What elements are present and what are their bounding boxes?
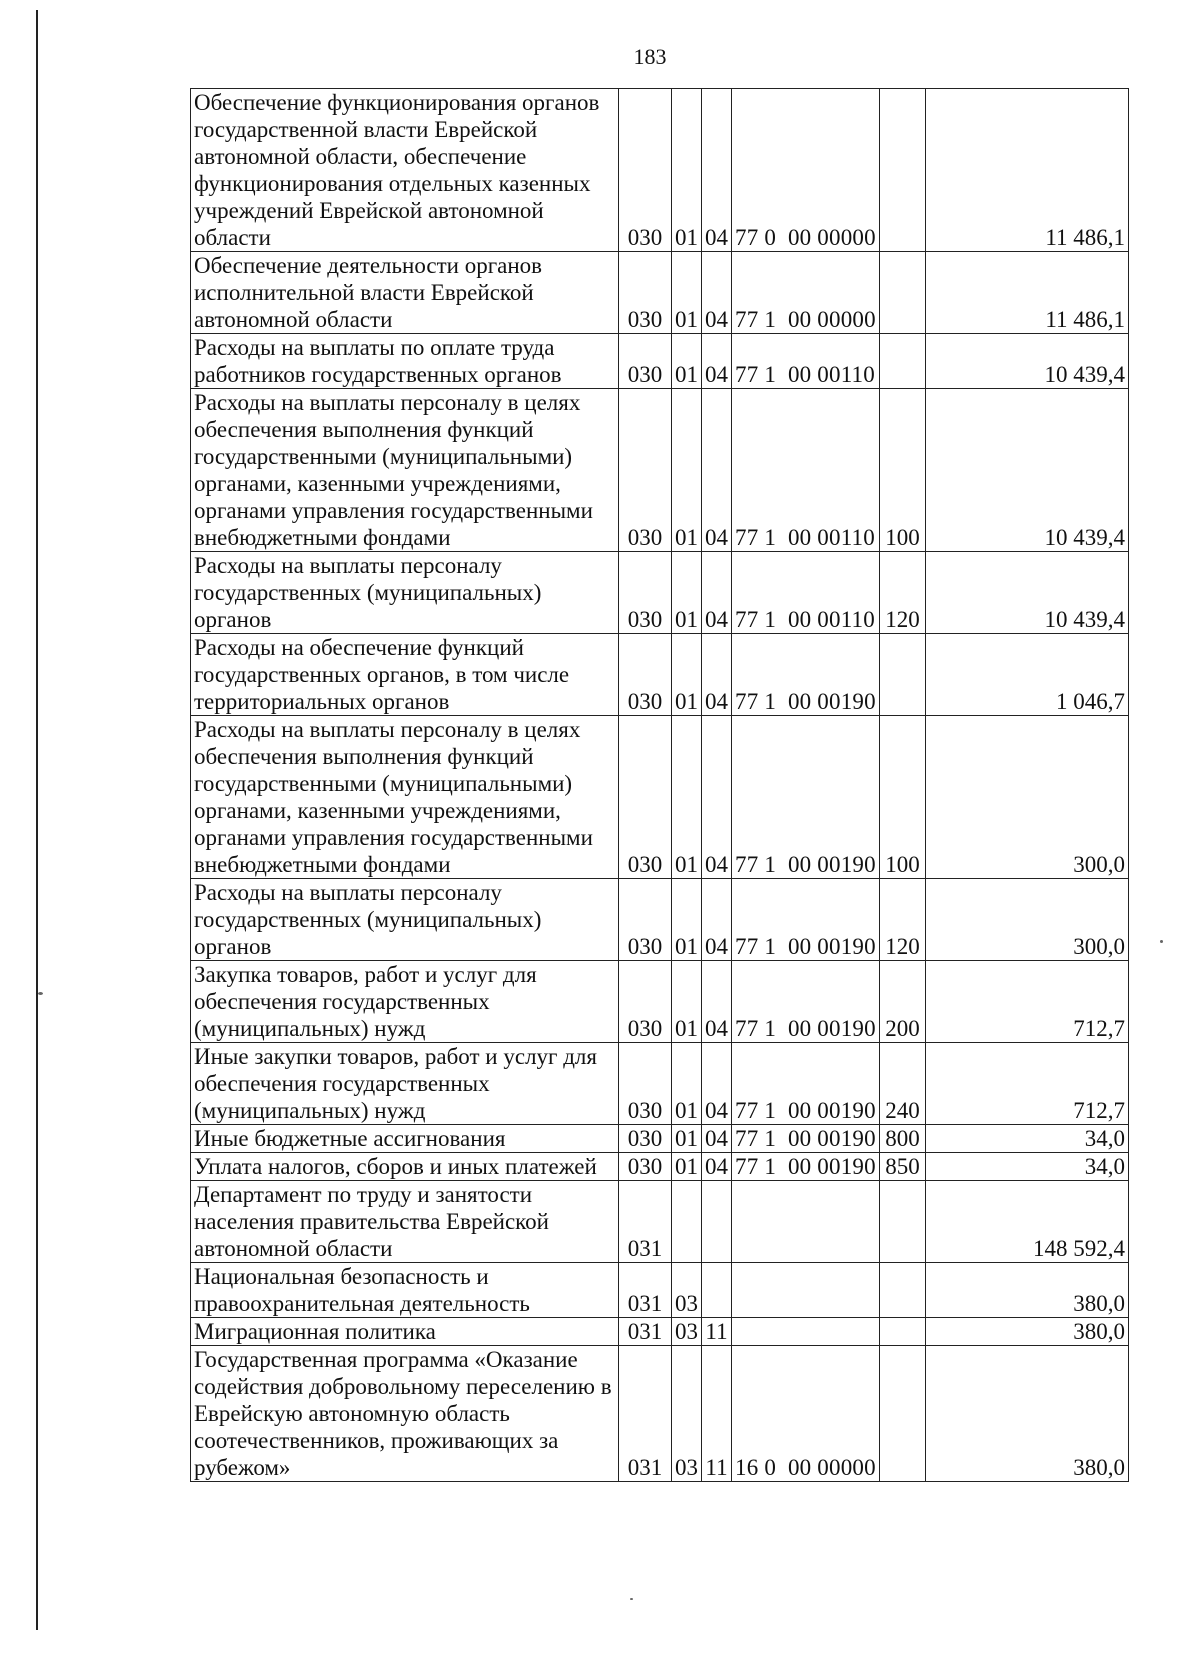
row-sum-cell: 34,0 — [926, 1125, 1129, 1153]
row-csr-code-cell: 77 1 00 00190 — [732, 634, 880, 716]
row-csr-code-cell: 77 1 00 00190 — [732, 1125, 880, 1153]
scan-speck — [630, 1598, 633, 1600]
table-row — [191, 1318, 1129, 1346]
row-pr-code-cell: 11 — [702, 1318, 732, 1346]
row-rz-code-cell: 01 — [672, 1153, 702, 1181]
row-sum-cell: 380,0 — [926, 1318, 1129, 1346]
row-gr-code-cell: 030 — [619, 961, 672, 1043]
row-sum-cell: 300,0 — [926, 879, 1129, 961]
row-vr-code-cell — [880, 1346, 926, 1482]
row-sum-cell: 300,0 — [926, 716, 1129, 879]
page-number: 183 — [633, 44, 667, 69]
row-pr-code-cell: 04 — [702, 389, 732, 552]
row-pr-code-cell: 04 — [702, 252, 732, 334]
row-pr-code-cell: 04 — [702, 334, 732, 389]
row-name-cell: Обеспечение деятельности органов исполнительной власти Еврейской автономной области — [191, 252, 619, 334]
row-vr-code-cell: 120 — [880, 552, 926, 634]
table-row — [191, 1181, 1129, 1263]
table-row — [191, 252, 1129, 334]
table-row — [191, 389, 1129, 552]
row-gr-code-cell: 030 — [619, 89, 672, 252]
row-pr-code-cell: 04 — [702, 634, 732, 716]
row-gr-code-cell: 030 — [619, 1125, 672, 1153]
row-pr-code-cell: 04 — [702, 716, 732, 879]
scan-speck — [1160, 940, 1163, 943]
row-pr-code-cell — [702, 1181, 732, 1263]
row-sum-cell: 11 486,1 — [926, 252, 1129, 334]
row-name-cell: Обеспечение функционирования органов государственной власти Еврейской автономной области, обеспечение функционирования отдельных казенных учреждений Еврейской автономной области — [191, 89, 619, 252]
table-row — [191, 1346, 1129, 1482]
row-gr-code-cell: 030 — [619, 1153, 672, 1181]
scan-speck — [38, 992, 43, 995]
row-vr-code-cell: 800 — [880, 1125, 926, 1153]
row-sum-cell: 34,0 — [926, 1153, 1129, 1181]
row-csr-code-cell — [732, 1263, 880, 1318]
row-sum-cell: 148 592,4 — [926, 1181, 1129, 1263]
table-row — [191, 89, 1129, 252]
table-row — [191, 1125, 1129, 1153]
row-csr-code-cell: 77 1 00 00190 — [732, 716, 880, 879]
row-vr-code-cell — [880, 89, 926, 252]
row-name-cell: Расходы на выплаты персоналу государственных (муниципальных) органов — [191, 879, 619, 961]
row-csr-code-cell: 77 1 00 00110 — [732, 552, 880, 634]
row-sum-cell: 10 439,4 — [926, 389, 1129, 552]
row-csr-code-cell: 77 1 00 00000 — [732, 252, 880, 334]
budget-table — [190, 88, 1129, 1482]
row-pr-code-cell: 04 — [702, 89, 732, 252]
scan-edge-line — [36, 10, 38, 1630]
row-sum-cell: 712,7 — [926, 1043, 1129, 1125]
row-sum-cell: 10 439,4 — [926, 552, 1129, 634]
table-row — [191, 1263, 1129, 1318]
row-pr-code-cell — [702, 1263, 732, 1318]
table-row — [191, 1153, 1129, 1181]
row-vr-code-cell — [880, 334, 926, 389]
row-rz-code-cell: 03 — [672, 1346, 702, 1482]
row-vr-code-cell: 240 — [880, 1043, 926, 1125]
row-rz-code-cell: 01 — [672, 634, 702, 716]
row-gr-code-cell: 030 — [619, 252, 672, 334]
row-sum-cell: 380,0 — [926, 1263, 1129, 1318]
row-vr-code-cell — [880, 1318, 926, 1346]
row-rz-code-cell: 01 — [672, 716, 702, 879]
row-gr-code-cell: 030 — [619, 334, 672, 389]
row-sum-cell: 10 439,4 — [926, 334, 1129, 389]
row-gr-code-cell: 030 — [619, 716, 672, 879]
row-pr-code-cell: 04 — [702, 552, 732, 634]
row-vr-code-cell: 850 — [880, 1153, 926, 1181]
row-name-cell: Расходы на выплаты персоналу в целях обеспечения выполнения функций государственными (муниципальными) органами, казенными учреждениями, органами управления государственными внебюджетными фондами — [191, 716, 619, 879]
row-gr-code-cell: 030 — [619, 879, 672, 961]
row-pr-code-cell: 04 — [702, 961, 732, 1043]
table-row — [191, 716, 1129, 879]
row-gr-code-cell: 031 — [619, 1181, 672, 1263]
row-rz-code-cell: 01 — [672, 1125, 702, 1153]
row-vr-code-cell: 100 — [880, 389, 926, 552]
row-sum-cell: 712,7 — [926, 961, 1129, 1043]
row-pr-code-cell: 04 — [702, 1043, 732, 1125]
row-name-cell: Уплата налогов, сборов и иных платежей — [191, 1153, 619, 1181]
row-rz-code-cell: 01 — [672, 89, 702, 252]
row-gr-code-cell: 031 — [619, 1263, 672, 1318]
row-pr-code-cell: 11 — [702, 1346, 732, 1482]
table-row — [191, 1043, 1129, 1125]
table-row — [191, 634, 1129, 716]
row-rz-code-cell: 01 — [672, 552, 702, 634]
row-gr-code-cell: 030 — [619, 389, 672, 552]
row-vr-code-cell — [880, 1181, 926, 1263]
row-csr-code-cell: 77 0 00 00000 — [732, 89, 880, 252]
row-name-cell: Государственная программа «Оказание содействия добровольному переселению в Еврейскую автономную область соотечественников, проживающих за рубежом» — [191, 1346, 619, 1482]
row-csr-code-cell: 77 1 00 00190 — [732, 1043, 880, 1125]
row-rz-code-cell: 01 — [672, 879, 702, 961]
row-vr-code-cell: 100 — [880, 716, 926, 879]
table-row — [191, 879, 1129, 961]
row-pr-code-cell: 04 — [702, 879, 732, 961]
table-row — [191, 961, 1129, 1043]
row-rz-code-cell: 01 — [672, 1043, 702, 1125]
row-csr-code-cell: 77 1 00 00190 — [732, 879, 880, 961]
row-rz-code-cell: 01 — [672, 252, 702, 334]
row-sum-cell: 1 046,7 — [926, 634, 1129, 716]
row-name-cell: Расходы на выплаты персоналу в целях обеспечения выполнения функций государственными (муниципальными) органами, казенными учреждениями, органами управления государственными внебюджетными фондами — [191, 389, 619, 552]
row-gr-code-cell: 030 — [619, 552, 672, 634]
row-csr-code-cell: 16 0 00 00000 — [732, 1346, 880, 1482]
row-csr-code-cell: 77 1 00 00110 — [732, 334, 880, 389]
row-csr-code-cell — [732, 1318, 880, 1346]
row-csr-code-cell — [732, 1181, 880, 1263]
row-gr-code-cell: 030 — [619, 634, 672, 716]
row-vr-code-cell — [880, 634, 926, 716]
row-gr-code-cell: 031 — [619, 1346, 672, 1482]
row-rz-code-cell: 03 — [672, 1263, 702, 1318]
table-row — [191, 552, 1129, 634]
row-rz-code-cell — [672, 1181, 702, 1263]
row-vr-code-cell — [880, 252, 926, 334]
row-csr-code-cell: 77 1 00 00110 — [732, 389, 880, 552]
row-sum-cell: 11 486,1 — [926, 89, 1129, 252]
row-name-cell: Департамент по труду и занятости населения правительства Еврейской автономной области — [191, 1181, 619, 1263]
row-name-cell: Закупка товаров, работ и услуг для обеспечения государственных (муниципальных) нужд — [191, 961, 619, 1043]
table-row — [191, 334, 1129, 389]
row-sum-cell: 380,0 — [926, 1346, 1129, 1482]
row-rz-code-cell: 01 — [672, 961, 702, 1043]
row-name-cell: Расходы на выплаты по оплате труда работников государственных органов — [191, 334, 619, 389]
row-csr-code-cell: 77 1 00 00190 — [732, 961, 880, 1043]
row-csr-code-cell: 77 1 00 00190 — [732, 1153, 880, 1181]
row-vr-code-cell: 120 — [880, 879, 926, 961]
row-gr-code-cell: 031 — [619, 1318, 672, 1346]
row-name-cell: Иные закупки товаров, работ и услуг для обеспечения государственных (муниципальных) нужд — [191, 1043, 619, 1125]
row-vr-code-cell: 200 — [880, 961, 926, 1043]
row-name-cell: Миграционная политика — [191, 1318, 619, 1346]
row-name-cell: Расходы на выплаты персоналу государственных (муниципальных) органов — [191, 552, 619, 634]
row-rz-code-cell: 03 — [672, 1318, 702, 1346]
row-pr-code-cell: 04 — [702, 1125, 732, 1153]
row-rz-code-cell: 01 — [672, 334, 702, 389]
row-name-cell: Иные бюджетные ассигнования — [191, 1125, 619, 1153]
row-name-cell: Национальная безопасность и правоохранительная деятельность — [191, 1263, 619, 1318]
row-name-cell: Расходы на обеспечение функций государственных органов, в том числе территориальных органов — [191, 634, 619, 716]
row-vr-code-cell — [880, 1263, 926, 1318]
row-gr-code-cell: 030 — [619, 1043, 672, 1125]
row-rz-code-cell: 01 — [672, 389, 702, 552]
row-pr-code-cell: 04 — [702, 1153, 732, 1181]
